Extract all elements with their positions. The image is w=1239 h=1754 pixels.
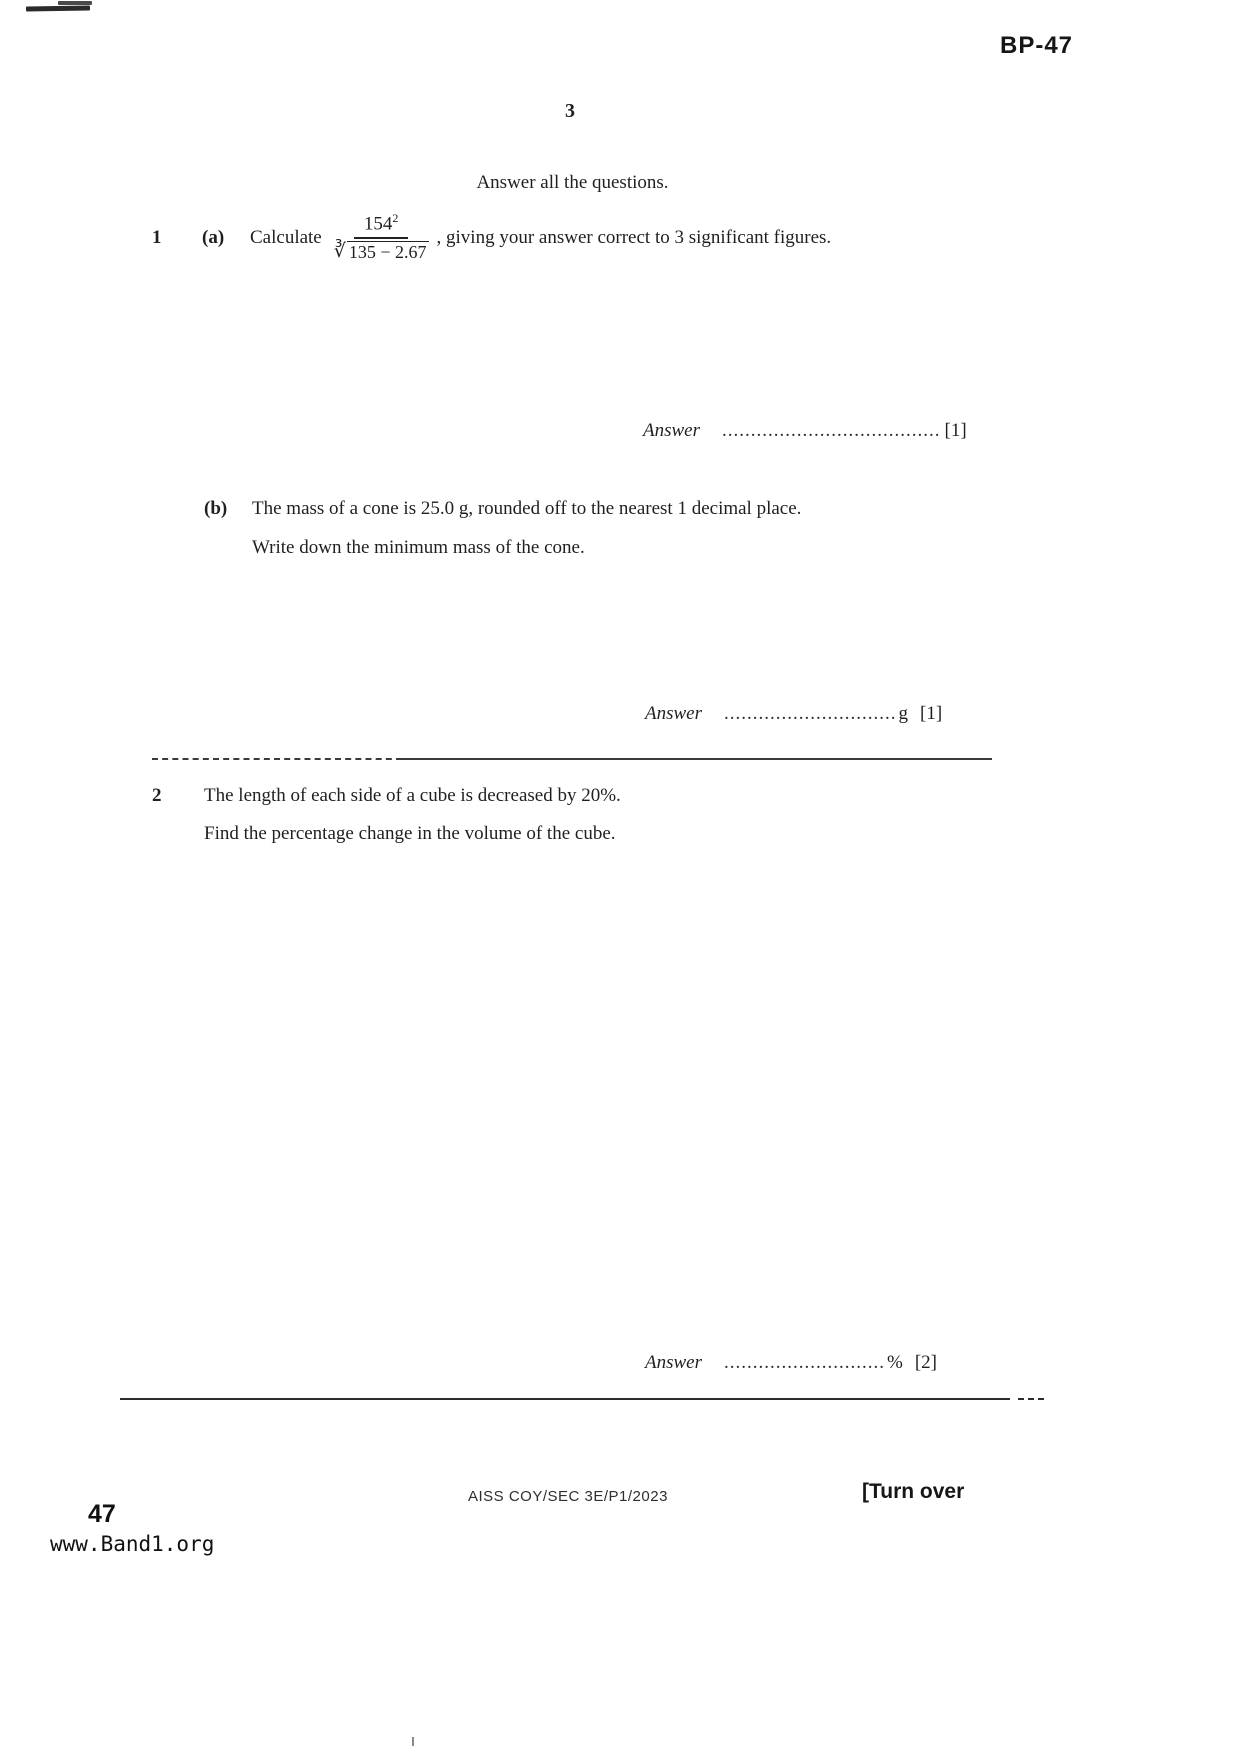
marks-badge: [2] xyxy=(914,1352,937,1373)
booklet-code: BP-47 xyxy=(1000,32,1074,59)
answer-unit: % xyxy=(887,1352,903,1373)
answer-dotted-line: ...................................... xyxy=(722,420,941,441)
answer-dotted-line: .............................. xyxy=(724,703,897,724)
section-divider xyxy=(152,758,992,761)
page-number: 3 xyxy=(565,100,575,122)
cube-root-symbol: ∛ xyxy=(333,241,346,263)
divider-dashed-segment xyxy=(152,758,402,760)
answer-line-1b xyxy=(645,703,942,725)
part-b-label: (b) xyxy=(204,498,228,519)
question-1a xyxy=(152,212,831,263)
question-2-number: 2 xyxy=(152,785,162,806)
question-2-text xyxy=(204,785,621,861)
answer-dotted-line: ............................ xyxy=(724,1352,885,1373)
answer-label: Answer xyxy=(643,420,700,441)
numerator-base: 154 xyxy=(363,213,393,235)
scan-speck xyxy=(412,1737,414,1746)
question-2-line1: The length of each side of a cube is decreased by 20%. xyxy=(204,785,621,806)
fraction-denominator xyxy=(334,239,429,263)
corner-page-number: 47 xyxy=(88,1500,116,1528)
page-instruction: Answer all the questions. xyxy=(476,172,669,193)
website-watermark: www.Band1.org xyxy=(50,1532,215,1556)
numerator-exponent: 2 xyxy=(392,211,399,225)
question-2-line2: Find the percentage change in the volume of the cube. xyxy=(204,823,616,844)
part-a-label: (a) xyxy=(202,226,225,248)
scan-artifact xyxy=(58,1,92,5)
fraction-expression xyxy=(334,212,429,263)
bottom-rule-dash xyxy=(1018,1398,1044,1400)
question-1a-text-pre: Calculate xyxy=(250,226,322,248)
divider-solid-segment xyxy=(402,758,992,760)
question-1b-text xyxy=(252,498,801,576)
bottom-rule xyxy=(120,1398,1010,1400)
scan-artifact xyxy=(26,5,90,11)
answer-line-2 xyxy=(645,1352,937,1374)
question-1b-line1: The mass of a cone is 25.0 g, rounded off to the nearest 1 decimal place. xyxy=(252,498,802,519)
answer-unit: g xyxy=(898,703,908,724)
turn-over-label: [Turn over xyxy=(862,1480,965,1503)
answer-line-1a xyxy=(643,420,967,442)
radicand: 135 − 2.67 xyxy=(348,242,427,263)
document-code: AISS COY/SEC 3E/P1/2023 xyxy=(468,1488,668,1505)
question-2 xyxy=(152,785,621,861)
question-1a-text-post: , giving your answer correct to 3 significant figures. xyxy=(436,226,832,248)
question-1b xyxy=(204,498,801,576)
answer-label: Answer xyxy=(645,703,702,724)
question-1b-line2: Write down the minimum mass of the cone. xyxy=(252,537,585,558)
fraction-numerator xyxy=(354,212,409,239)
question-1-number: 1 xyxy=(152,226,162,248)
answer-label: Answer xyxy=(645,1352,702,1373)
marks-badge: [1] xyxy=(920,703,943,724)
marks-badge: [1] xyxy=(944,420,967,441)
